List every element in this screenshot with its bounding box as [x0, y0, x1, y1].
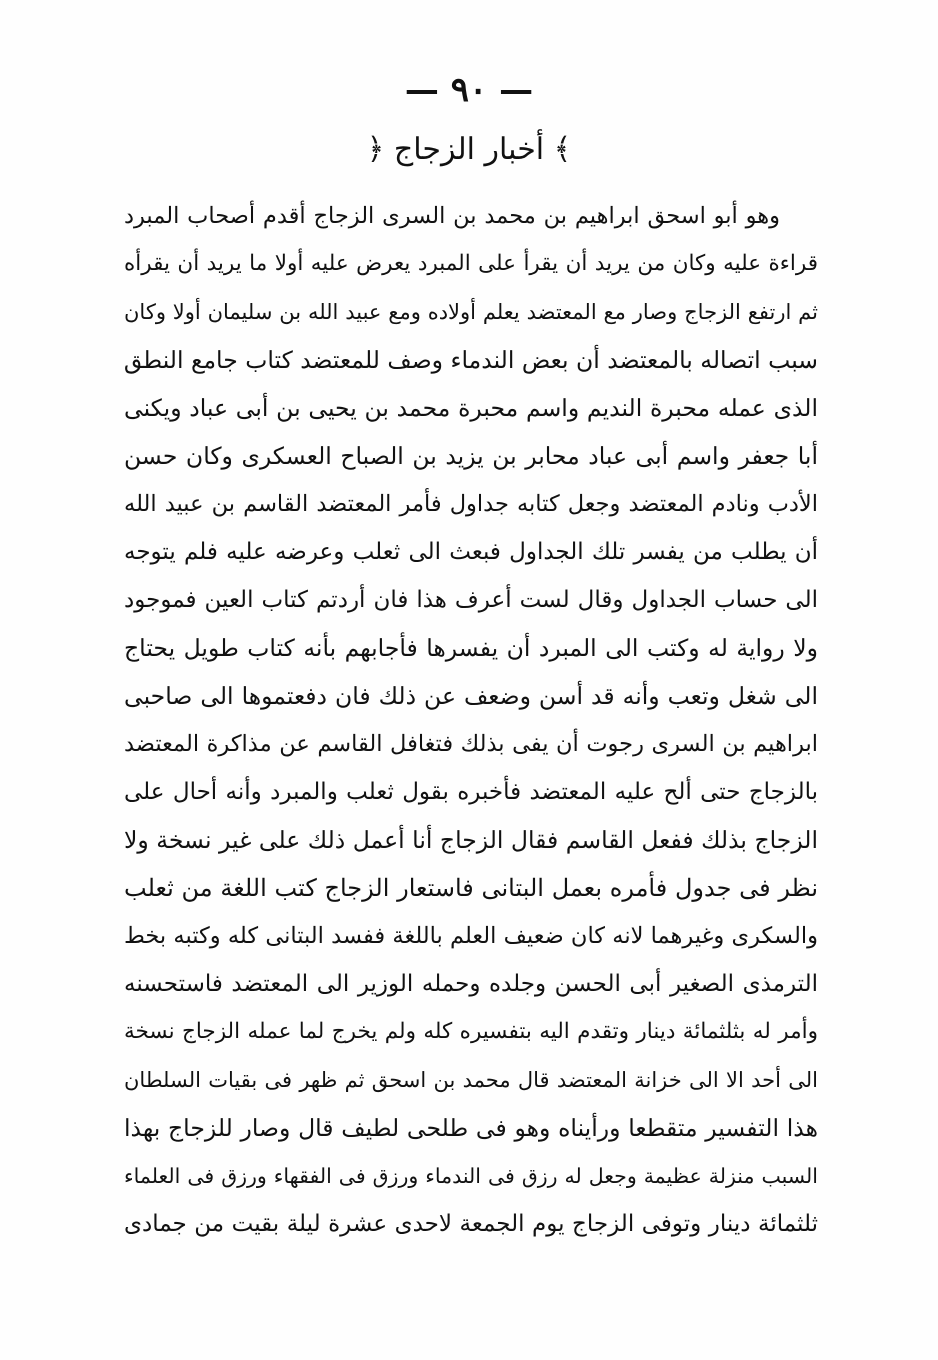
page-number: — ٩٠ — — [404, 70, 534, 110]
body-text — [124, 192, 818, 1248]
text-line: وأمر له بثلثمائة دينار وتقدم اليه بتفسيره كله ولم يخرج لما عمله الزجاج نسخة — [124, 1019, 818, 1044]
text-line: ثم ارتفع الزجاج وصار مع المعتضد يعلم أولاده ومع عبيد الله بن سليمان أولا وكان — [124, 300, 818, 324]
text-line: بالزجاج حتى ألح عليه المعتضد فأخبره بقول ثعلب والمبرد وأنه أحال على — [124, 779, 818, 805]
section-title: ﴿ أخبار الزجاج ﴾ — [366, 132, 572, 167]
text-line: الزجاج بذلك ففعل القاسم فقال الزجاج أنا أعمل ذلك على غير نسخة ولا — [124, 826, 818, 854]
text-line: وهو أبو اسحق ابراهيم بن محمد بن السرى الزجاج أقدم أصحاب المبرد — [124, 203, 780, 229]
text-line: الى أحد الا الى خزانة المعتضد قال محمد بن اسحق ثم ظهر فى بقيات السلطان — [124, 1068, 818, 1092]
text-line: ابراهيم بن السرى رجوت أن يفى بذلك فتغافل القاسم عن مذاكرة المعتضد — [124, 731, 818, 757]
text-line: نظر فى جدول فأمره بعمل البتانى فاستعار الزجاج كتب اللغة من ثعلب — [124, 874, 818, 902]
text-line: ولا رواية له وكتب الى المبرد أن يفسرها فأجابهم بأنه كتاب طويل يحتاج — [124, 634, 818, 662]
text-line: أبا جعفر واسم أبى عباد محابر بن يزيد بن الصباح العسكرى وكان حسن — [124, 442, 818, 470]
text-line: الى شغل وتعب وأنه قد أسن وضعف عن ذلك فان دفعتموها الى صاحبى — [124, 682, 818, 710]
text-line: ثلثمائة دينار وتوفى الزجاج يوم الجمعة لاحدى عشرة ليلة بقيت من جمادى — [124, 1211, 818, 1237]
text-line: والسكرى وغيرهما لانه كان ضعيف العلم باللغة ففسد البتانى كله وكتبه بخط — [124, 923, 818, 949]
text-line: سبب اتصاله بالمعتضد أن بعض الندماء وصف للمعتضد كتاب جامع النطق — [124, 346, 818, 374]
text-line: أن يطلب من يفسر تلك الجداول فبعث الى ثعلب وعرضه عليه فلم يتوجه — [124, 539, 818, 565]
text-line: الى حساب الجداول وقال لست أعرف هذا فان أردتم كتاب العين فموجود — [124, 587, 818, 613]
text-line: الذى عمله محبرة النديم واسم محبرة محمد بن يحيى بن أبى عباد ويكنى — [124, 394, 818, 422]
text-line: الأدب ونادم المعتضد وجعل كتابه جداول فأمر المعتضد القاسم بن عبيد الله — [124, 491, 818, 517]
text-line: هذا التفسير متقطعا ورأيناه وهو فى طلحى لطيف قال وصار للزجاج بهذا — [124, 1114, 818, 1142]
text-line: قراءة عليه وكان من يريد أن يقرأ على المبرد يعرض عليه أولا ما يريد أن يقرأه — [124, 251, 818, 276]
text-line: الترمذى الصغير أبى الحسن وجلده وحمله الوزير الى المعتضد فاستحسنه — [124, 971, 818, 997]
text-line: السبب منزلة عظيمة وجعل له رزق فى الندماء ورزق فى الفقهاء ورزق فى العلماء — [124, 1164, 818, 1188]
